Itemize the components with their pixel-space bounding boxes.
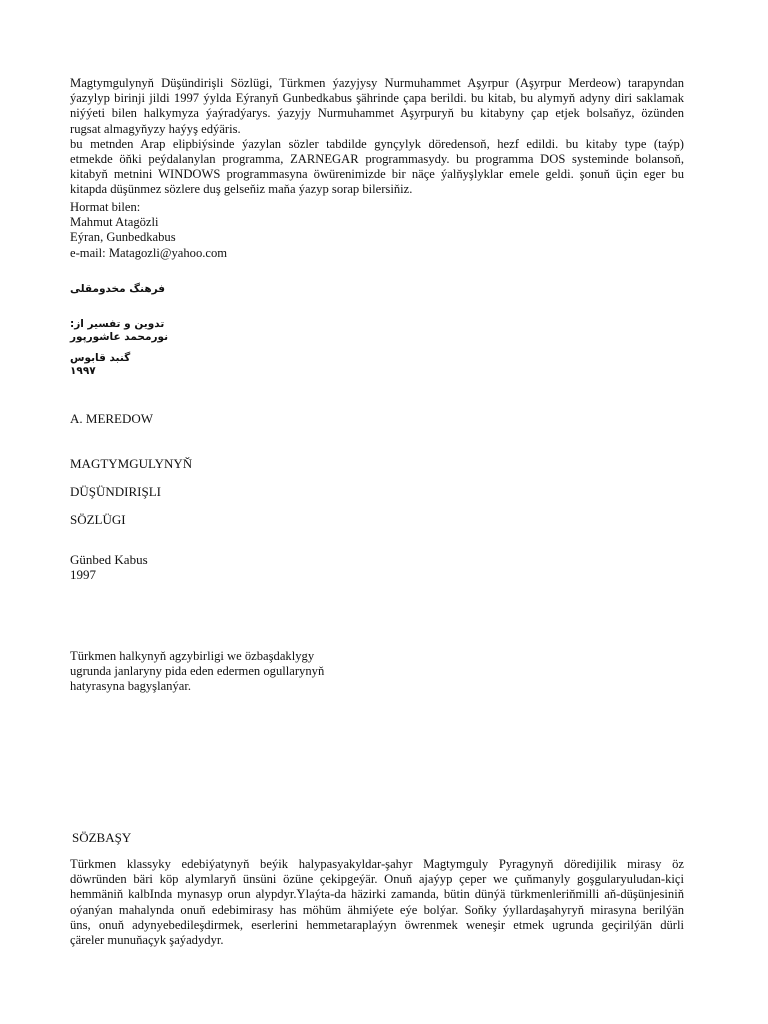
cover-title-line-2: DÜŞÜNDIRIŞLI [70,484,161,499]
dedication-line: Türkmen halkynyň agzybirligi we özbaşdaklygy [70,649,315,663]
persian-year: ۱۹۹۷ [70,365,96,377]
preface-line: oýanýan mahalynda onuň edebimirasy has möhüm ähmiýete eýe bolýar. Soňky ýyllardaşahyryň mirasyna berilýän [70,902,684,917]
author-name: Mahmut Atagözli [70,215,159,230]
author-email: e-mail: Matagozli@yahoo.com [70,245,228,260]
preface-line: çäreler munuňaçyk şaýadydyr. [70,933,224,948]
closing-text: Hormat bilen: [70,200,141,214]
persian-title: فرهنگ مخدومقلی [70,283,166,295]
intro-line: etmekde öňki peýdalanylan programma, ZARNEGAR programmasydy. bu programma DOS systeminde bolansoň, [70,152,684,167]
cover-title-line-3: SÖZLÜGI [70,512,126,527]
persian-city: گنبد قابوس [70,352,131,364]
intro-line: ýazylyp birinji jildi 1997 ýylda Eýranyň Gunbedkabus şährinde çapa berildi. bu kitab, bu alymyň adyny diri saklamak [70,91,684,106]
signature-block [70,200,227,261]
preface-line: Türkmen klassyky edebiýatynyň beýik halypasyakyldar-şahyr Magtymguly Pyragynyň döredijilik mirasy öz [70,857,684,871]
persian-compiler-name: نورمحمد عاشورپور [70,331,169,343]
dedication-block [70,649,324,695]
persian-compiled-block [70,318,168,344]
intro-line: rugsat almagyňyzy haýyş edýäris. [70,121,241,136]
persian-place-block [70,352,130,378]
preface-line: üns, onuň adynyebedileşdirmek, eserlerini hemmetaraplaýyn öwrenmek weneşir etmek ugrunda geçirilýän dürli [70,917,684,932]
intro-line: Magtymgulynyň Düşündirişli Sözlügi, Türkmen ýazyjysy Nurmuhammet Aşyrpur (Aşyrpur Merdeow) tarapyndan [70,76,684,90]
preface-line: döwründen bäri köp alymlaryň ünsüni özüne çekipgeýär. Onuň ajaýyp çeper we çuňmanyly goşgularyuludan-kiçi [70,872,684,887]
dedication-line: ugrunda janlaryny pida eden edermen ogullarynyň [70,664,325,679]
intro-line: niýýeti bilen halkymyza ýaýradýarys. ýazyjy Nurmuhammet Aşyrpuryň bu kitabyny çap etjek bolsaňyz, özünden [70,106,684,121]
cover-author: A. MEREDOW [70,411,154,426]
document-page [70,0,684,1024]
preface-paragraph [70,857,684,948]
intro-line: bu metnden Arap elipbiýsinde ýazylan sözler tabdilde gynçylyk döredensoň, hezf edildi. bu kitaby type (taýp) [70,136,684,151]
intro-line: kitapda düşünmez sözlere duş gelseňiz maňa ýazyp sorap bilersiňiz. [70,182,413,197]
intro-paragraph [70,76,684,198]
preface-heading: SÖZBAŞY [72,830,132,845]
author-location: Eýran, Gunbedkabus [70,230,176,245]
persian-compiled-label: تدوین و تفسیر از: [70,318,165,330]
cover-year: 1997 [70,567,96,582]
intro-line: kitabyň metnini WINDOWS programmasyna öwürenimizde bir näçe ýalňyşlyklar emele geldi. şonuň üçin eger bu [70,167,684,182]
cover-title-line-1: MAGTYMGULYNYŇ [70,456,193,471]
dedication-line: hatyrasyna bagyşlanýar. [70,679,191,694]
preface-line: hemmäniň kalbInda mynasyp orun alypdyr.Ylaýta-da häzirki zamanda, bütin dünýä türkmenleriňmilli aň-düşünjesiniň [70,887,684,902]
cover-publication-place [70,552,148,582]
cover-city: Günbed Kabus [70,552,148,567]
